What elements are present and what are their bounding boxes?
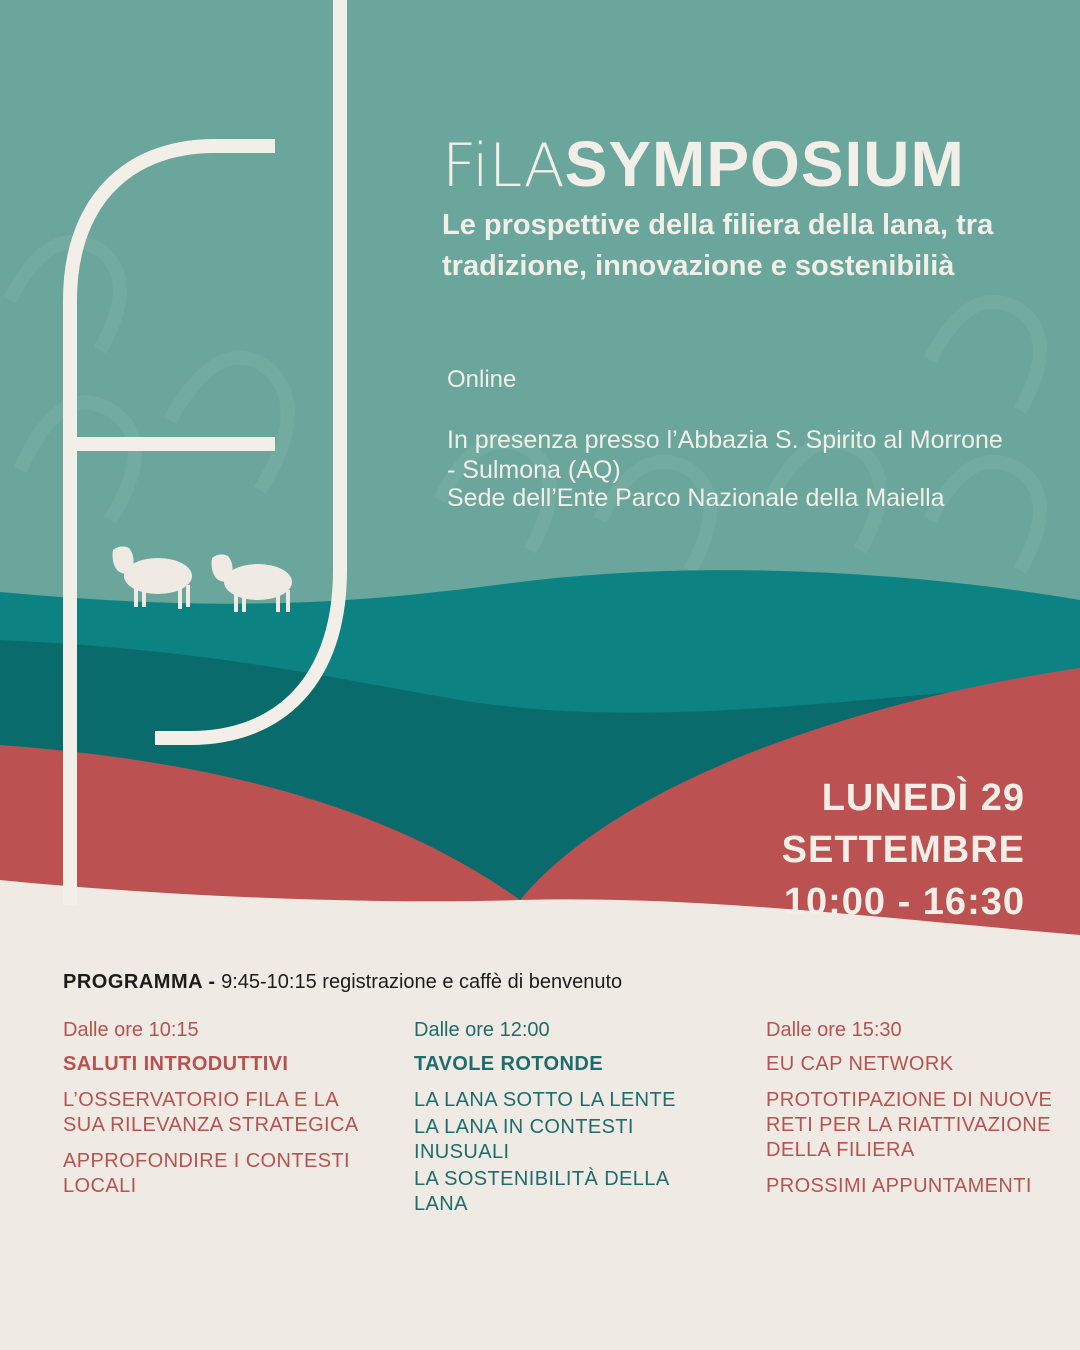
date-day: LUNEDÌ 29 [821, 777, 1025, 819]
program-item: TAVOLE ROTONDE [414, 1053, 603, 1075]
program-item: LA LANA IN CONTESTI INUSUALI [414, 1116, 634, 1163]
program-item: APPROFONDIRE I CONTESTI LOCALI [63, 1150, 351, 1197]
program-item: L’OSSERVATORIO FILA E LA SUA RILEVANZA STRATEGICA [63, 1089, 359, 1136]
column-time: Dalle ore 10:15 [63, 1019, 199, 1041]
event-title [442, 128, 965, 202]
online-label: Online [447, 366, 517, 393]
venue-text: In presenza presso l’Abbazia S. Spirito al Morrone - Sulmona (AQ) [447, 426, 1003, 484]
program-column-2 [414, 1016, 714, 1228]
column-time: Dalle ore 15:30 [766, 1019, 902, 1041]
venue-subtext: Sede dell’Ente Parco Nazionale della Maiella [447, 484, 945, 512]
program-column-1 [63, 1016, 363, 1210]
brand-thin: FiLA [442, 131, 565, 201]
program-label: PROGRAMMA - [63, 971, 216, 993]
program-column-3 [766, 1016, 1066, 1210]
event-date [525, 772, 1025, 928]
program-item: LA LANA SOTTO LA LENTE [414, 1089, 676, 1111]
event-subtitle: Le prospettive della filiera della lana, tra tradizione, innovazione e sostenibilià [442, 209, 994, 282]
brand-bold: SYMPOSIUM [564, 128, 965, 200]
program-intro: 9:45-10:15 registrazione e caffè di benvenuto [221, 971, 623, 993]
column-time: Dalle ore 12:00 [414, 1019, 550, 1041]
program-item: PROSSIMI APPUNTAMENTI [766, 1175, 1032, 1197]
program-item: EU CAP NETWORK [766, 1053, 954, 1075]
date-month: SETTEMBRE [781, 829, 1025, 871]
date-hours: 10:00 - 16:30 [783, 881, 1025, 923]
program-item: LA SOSTENIBILITÀ DELLA LANA [414, 1168, 669, 1215]
program-item: SALUTI INTRODUTTIVI [63, 1053, 289, 1075]
program-item: PROTOTIPAZIONE DI NUOVE RETI PER LA RIATTIVAZIONE DELLA FILIERA [766, 1089, 1053, 1161]
program-header [63, 971, 622, 994]
